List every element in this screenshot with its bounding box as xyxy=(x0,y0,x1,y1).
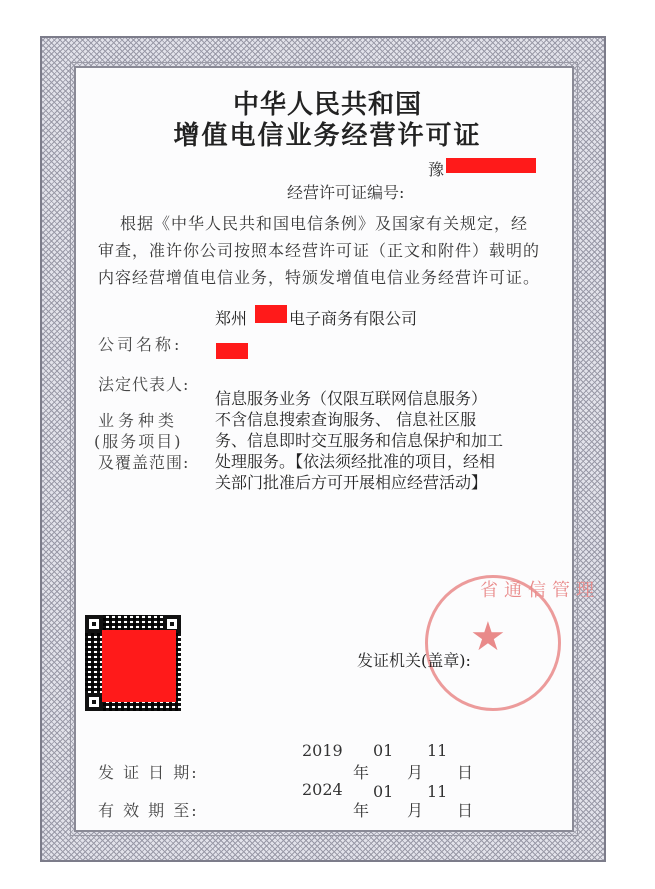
business-type-label-line-1: 业务种类 xyxy=(98,411,179,430)
business-type-label-line-3: 及覆盖范围: xyxy=(98,453,190,472)
issue-year-unit: 年 xyxy=(353,763,370,782)
official-seal-text: 省通信管理 xyxy=(480,580,600,601)
issue-month: 01 xyxy=(373,741,394,760)
qr-finder-top-left xyxy=(85,615,103,633)
intro-text-line-1: 根据《中华人民共和国电信条例》及国家有关规定，经 xyxy=(120,214,529,233)
license-number-prefix: 豫 xyxy=(428,160,445,179)
business-type-label-line-2: (服务项目) xyxy=(94,432,183,451)
company-name-redaction xyxy=(255,305,287,323)
qr-code-redaction xyxy=(102,630,176,702)
certificate-title: 增值电信业务经营许可证 xyxy=(173,121,482,151)
valid-day-unit: 日 xyxy=(457,801,474,820)
valid-day: 11 xyxy=(427,782,448,801)
company-name-suffix: 电子商务有限公司 xyxy=(289,309,418,328)
issue-year: 2019 xyxy=(302,741,343,760)
business-scope-line-1: 信息服务业务（仅限互联网信息服务） xyxy=(215,389,488,408)
business-scope-line-3: 务、信息即时交互服务和信息保护和加工 xyxy=(215,431,504,450)
valid-year: 2024 xyxy=(302,780,343,799)
issue-day: 11 xyxy=(427,741,448,760)
issuer-label: 发证机关(盖章): xyxy=(357,651,471,670)
business-scope-line-2: 不含信息搜索查询服务、 信息社区服 xyxy=(215,410,477,429)
issue-month-unit: 月 xyxy=(407,763,424,782)
company-name-prefix: 郑州 xyxy=(215,309,248,328)
company-name-label: 公司名称: xyxy=(98,335,183,354)
business-scope-line-5: 关部门批准后方可开展相应经营活动】 xyxy=(215,473,488,492)
valid-until-label: 有 效 期 至: xyxy=(98,801,199,820)
seal-star-icon: ★ xyxy=(470,614,506,660)
license-number-redaction xyxy=(446,158,536,173)
issue-date-label: 发 证 日 期: xyxy=(98,763,199,782)
business-scope-line-4: 处理服务。【依法须经批准的项目，经相 xyxy=(215,452,496,471)
legal-rep-redaction xyxy=(216,343,248,359)
license-number-label: 经营许可证编号: xyxy=(287,183,405,202)
issue-day-unit: 日 xyxy=(457,763,474,782)
intro-text-line-2: 审查，准许你公司按照本经营许可证（正文和附件）载明的 xyxy=(98,241,541,260)
qr-finder-bottom-left xyxy=(85,693,103,711)
valid-year-unit: 年 xyxy=(353,801,370,820)
certificate-title-country: 中华人民共和国 xyxy=(232,90,422,120)
intro-text-line-3: 内容经营增值电信业务，特颁发增值电信业务经营许可证。 xyxy=(98,268,541,287)
legal-rep-label: 法定代表人: xyxy=(98,375,190,394)
valid-month-unit: 月 xyxy=(407,801,424,820)
valid-month: 01 xyxy=(373,782,394,801)
